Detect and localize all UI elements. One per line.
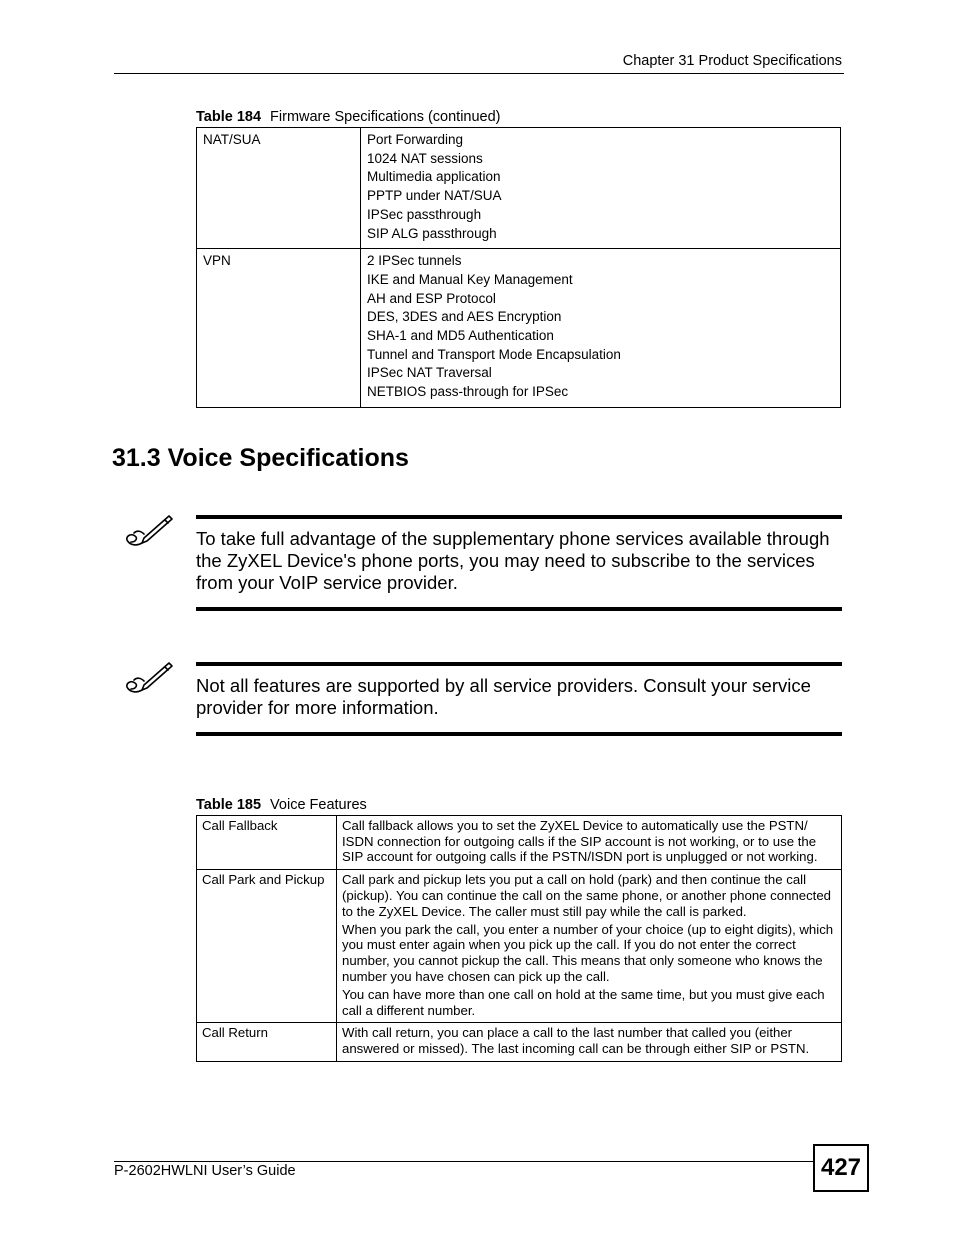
table-184-title: Firmware Specifications (continued) [270,109,501,125]
list-item: SHA-1 and MD5 Authentication [367,328,554,344]
header-rule [114,73,844,74]
list-item: Tunnel and Transport Mode Encapsulation [367,346,621,362]
list-item: IPSec passthrough [367,206,482,222]
feature-description-cell [337,870,842,1023]
feature-name-cell: Call Fallback [197,816,337,870]
table-row [197,128,841,249]
note-top-rule [196,515,842,519]
list-item: NETBIOS pass-through for IPSec [367,384,569,400]
row-items-cell [361,128,841,249]
description-paragraph: You can have more than one call on hold at the same time, but you must give each call a different number. [342,987,825,1018]
table-185-title: Voice Features [270,797,367,813]
feature-name-cell: Call Park and Pickup [197,870,337,1023]
table-row [197,1023,842,1061]
list-item: 2 IPSec tunnels [367,253,462,269]
footer-guide-title: P-2602HWLNI User’s Guide [114,1163,296,1179]
running-header: Chapter 31 Product Specifications [622,53,842,69]
note-pencil-icon [124,661,176,697]
feature-description-cell [337,816,842,870]
table-185-label: Table 185 [196,797,262,813]
list-item: PPTP under NAT/SUA [367,188,502,204]
note-top-rule [196,662,842,666]
description-paragraph: When you park the call, you enter a number of your choice (up to eight digits), which you must enter again when you pick up the call. If you do not enter the correct number, you cannot pickup the call. This means that only someone who knows the number you have chosen can pick up the call. [342,921,834,984]
list-item: Port Forwarding [367,132,464,147]
note-pencil-icon [124,514,176,550]
firmware-specifications-table [196,127,841,408]
list-item: DES, 3DES and AES Encryption [367,309,562,325]
list-item: Multimedia application [367,169,501,185]
table-184-label: Table 184 [196,109,262,125]
feature-description-cell [337,1023,842,1061]
page-number: 427 [813,1144,869,1192]
table-row [197,816,842,870]
list-item: AH and ESP Protocol [367,290,496,306]
description-paragraph: Call park and pickup lets you put a call on hold (park) and then continue the call (pickup). You can continue the call on the same phone, or another phone connected to the ZyXEL Device. The caller must still pay while the call is parked. [342,872,832,919]
section-heading: 31.3 Voice Specifications [112,444,409,472]
list-item: IPSec NAT Traversal [367,365,492,381]
list-item: SIP ALG passthrough [367,225,497,241]
note-text: Not all features are supported by all service providers. Consult your service provider for more information. [196,675,811,718]
feature-name-cell: Call Return [197,1023,337,1061]
row-items-cell [361,249,841,408]
note-text: To take full advantage of the supplementary phone services available through the ZyXEL Device's phone ports, you may need to subscribe to the services from your VoIP service provider. [196,528,830,593]
note-bottom-rule [196,607,842,611]
table-185-caption [196,796,367,814]
row-name-cell: NAT/SUA [197,128,361,249]
table-row [197,249,841,408]
description-paragraph: With call return, you can place a call to the last number that called you (either answered or missed). The last incoming call can be through either SIP or PSTN. [342,1025,810,1057]
description-paragraph: Call fallback allows you to set the ZyXEL Device to automatically use the PSTN/ ISDN connection for outgoing calls if the SIP account is not working, or to use the SIP account for outgoing calls if the PSTN/ISDN port is unplugged or not working. [342,818,818,865]
voice-features-table [196,815,842,1062]
list-item: IKE and Manual Key Management [367,271,573,287]
table-184-caption [196,108,501,126]
list-item: 1024 NAT sessions [367,150,483,166]
table-row [197,870,842,1023]
note-bottom-rule [196,732,842,736]
row-name-cell: VPN [197,249,361,408]
